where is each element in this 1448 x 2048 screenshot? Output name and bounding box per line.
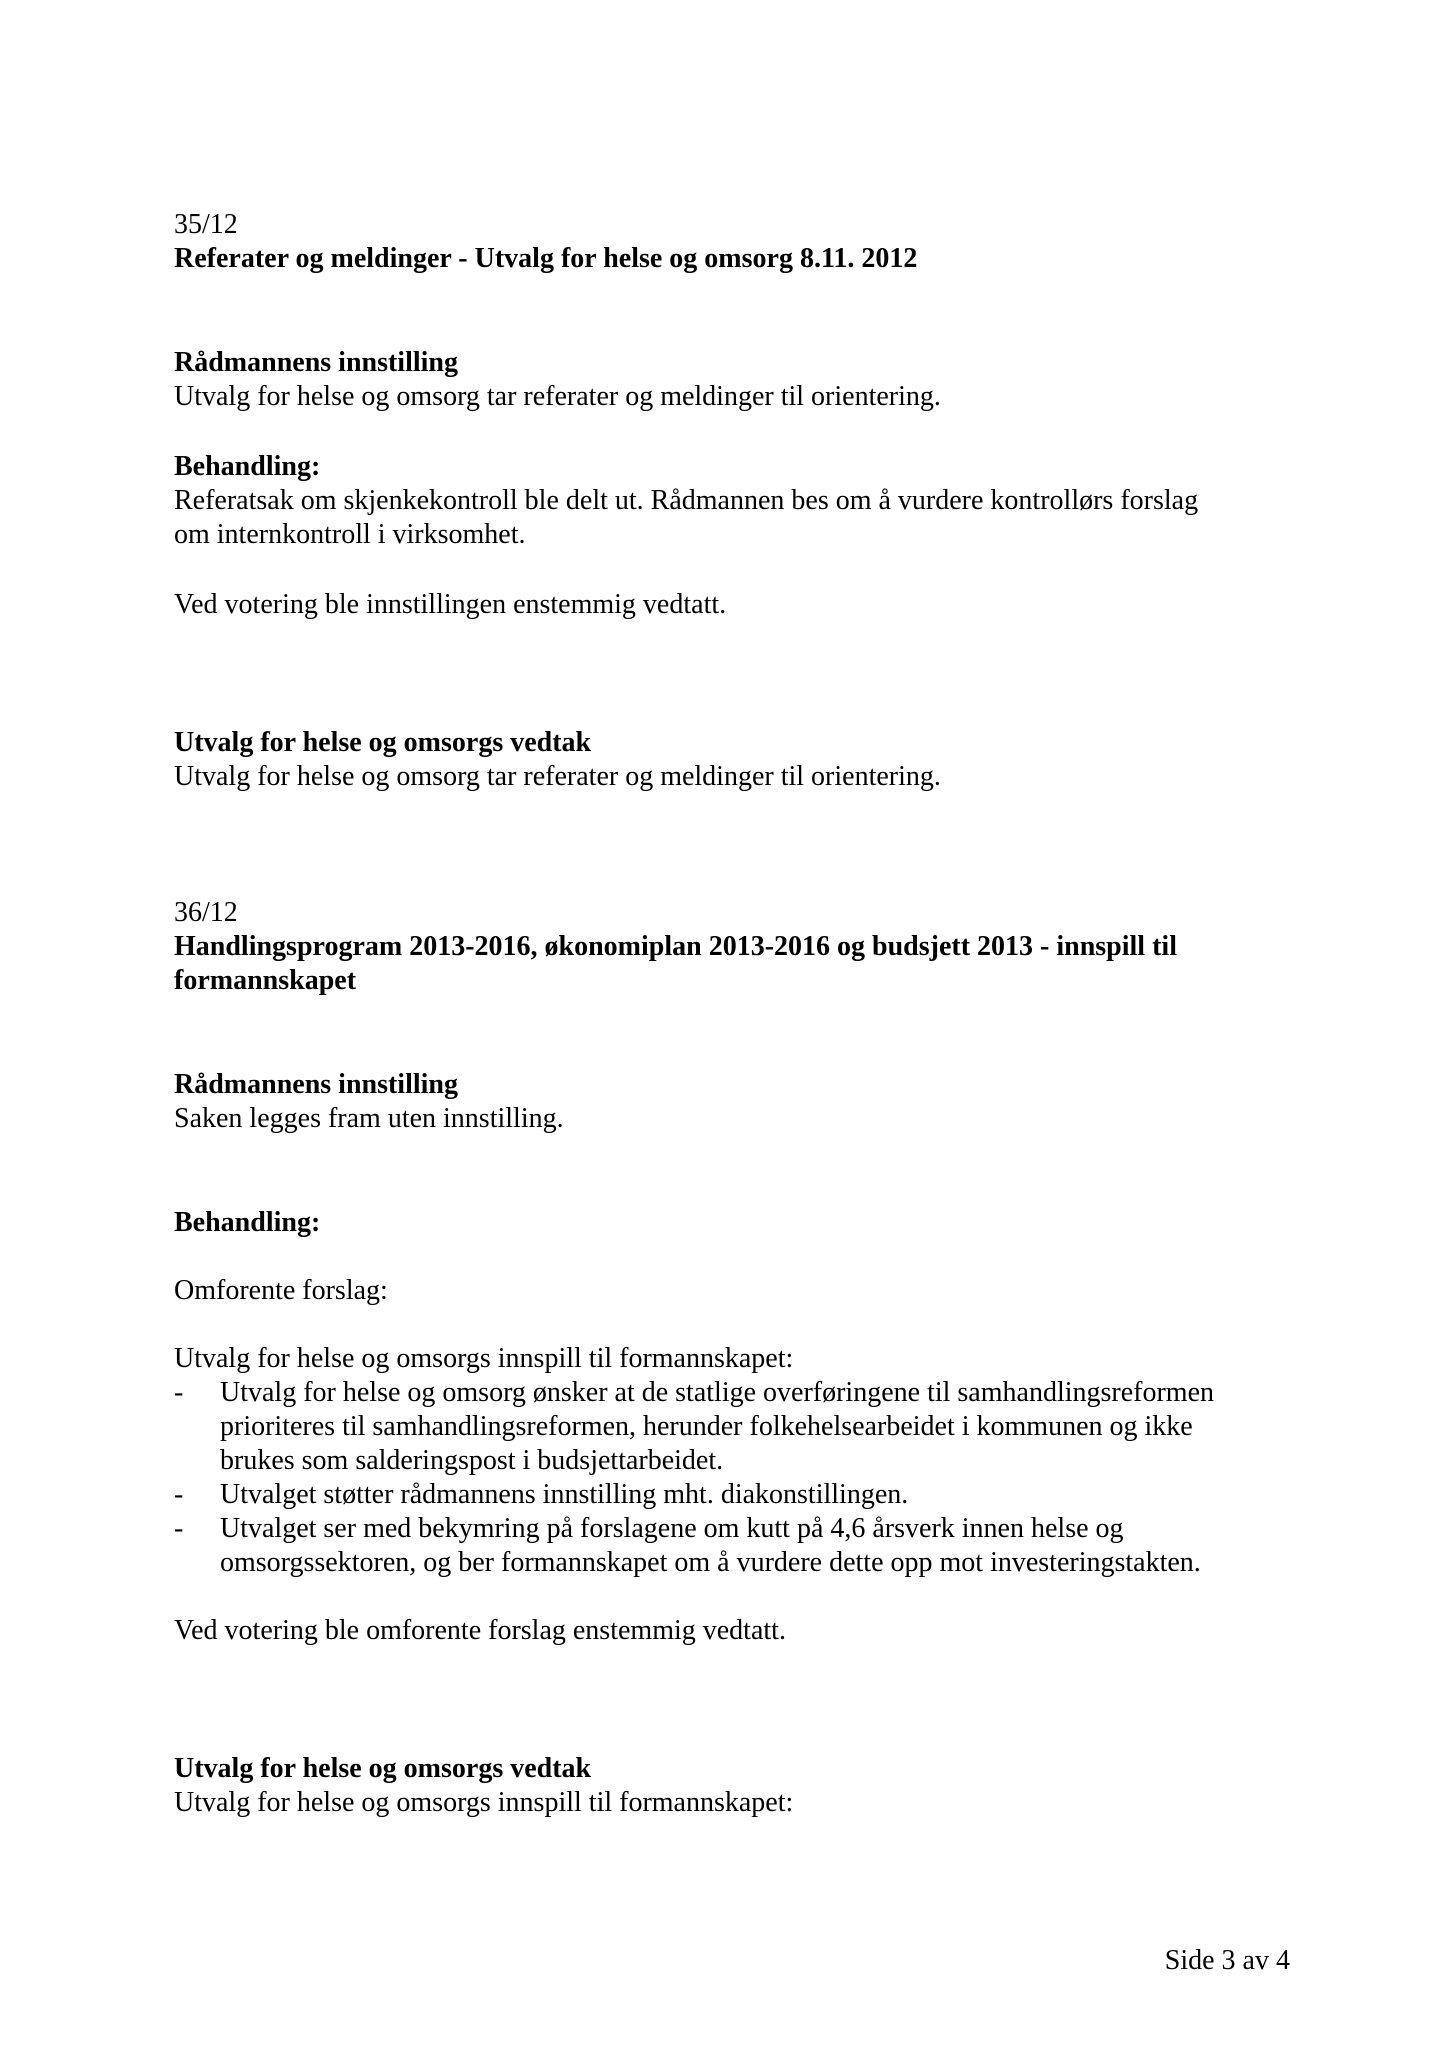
recommendation-text: Utvalg for helse og omsorg tar referater og meldinger til orientering. [174,381,941,412]
treatment-heading: Behandling: [174,1207,321,1238]
case-number: 36/12 [174,897,238,928]
page-number: Side 3 av 4 [1164,1945,1290,1976]
recommendation-text: Saken legges fram uten innstilling. [174,1103,564,1134]
bullet-marker: - [174,1377,184,1408]
decision-heading: Utvalg for helse og omsorgs vedtak [174,1753,592,1784]
bullet-line: prioriteres til samhandlingsreformen, herunder folkehelsearbeidet i kommunen og ikke [220,1411,1193,1442]
bullet-line: brukes som salderingspost i budsjettarbeidet. [220,1445,724,1476]
bullet-line: omsorgssektoren, og ber formannskapet om å vurdere dette opp mot investeringstakten. [220,1547,1201,1578]
treatment-heading: Behandling: [174,451,321,482]
page-content [174,0,1294,2048]
vote-text: Ved votering ble omforente forslag enstemmig vedtatt. [174,1615,786,1646]
bullet-line: Utvalg for helse og omsorg ønsker at de statlige overføringene til samhandlingsreformen [220,1377,1214,1408]
decision-heading: Utvalg for helse og omsorgs vedtak [174,727,592,758]
bullet-marker: - [174,1513,184,1544]
treatment-line: Referatsak om skjenkekontroll ble delt ut. Rådmannen bes om å vurdere kontrollørs forslag [174,485,1199,516]
bullet-line: Utvalget støtter rådmannens innstilling mht. diakonstillingen. [220,1479,909,1510]
bullet-marker: - [174,1479,184,1510]
recommendation-heading: Rådmannens innstilling [174,347,458,378]
treatment-line: om internkontroll i virksomhet. [174,519,526,550]
vote-text: Ved votering ble innstillingen enstemmig vedtatt. [174,589,727,620]
decision-text: Utvalg for helse og omsorgs innspill til formannskapet: [174,1787,794,1818]
decision-text: Utvalg for helse og omsorg tar referater og meldinger til orientering. [174,761,941,792]
case-title: formannskapet [174,965,357,996]
case-title: Referater og meldinger - Utvalg for helse og omsorg 8.11. 2012 [174,243,918,274]
case-number: 35/12 [174,209,238,240]
case-title: Handlingsprogram 2013-2016, økonomiplan 2013-2016 og budsjett 2013 - innspill til [174,931,1177,962]
proposal-intro: Omforente forslag: [174,1275,388,1306]
recommendation-heading: Rådmannens innstilling [174,1069,458,1100]
input-intro: Utvalg for helse og omsorgs innspill til formannskapet: [174,1343,794,1374]
bullet-line: Utvalget ser med bekymring på forslagene om kutt på 4,6 årsverk innen helse og [220,1513,1124,1544]
